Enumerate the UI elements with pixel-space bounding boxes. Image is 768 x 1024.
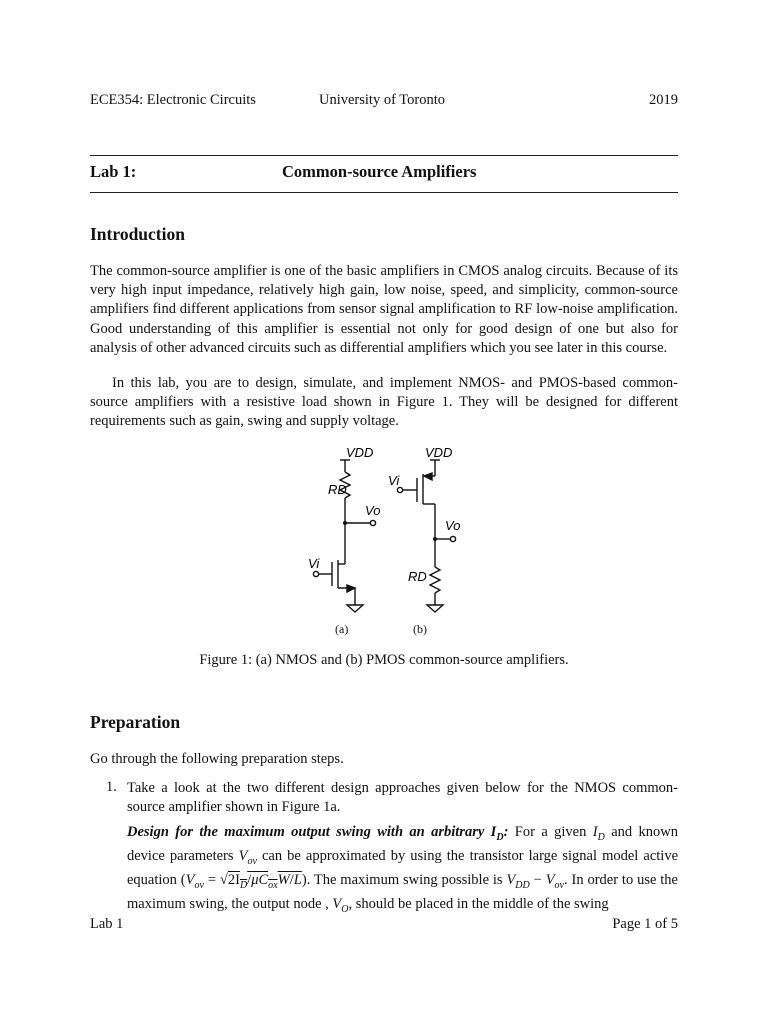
lab-title: Common-source Amplifiers [282, 162, 477, 181]
lab-number: Lab 1: [90, 162, 137, 181]
vdd-label-b: VDD [425, 445, 453, 460]
year: 2019 [649, 92, 678, 108]
vi-label-b: Vi [388, 473, 400, 488]
subfigure-label-a: (a) [335, 622, 349, 636]
design-heading: Design for the maximum output swing with an arbitrary [127, 824, 485, 840]
section-preparation: Preparation [90, 712, 181, 732]
page-number: Page 1 of 5 [612, 916, 678, 932]
intro-paragraph-2: In this lab, you are to design, simulate, and implement NMOS- and PMOS-based common-source amplifiers with a resistive load shown in Figure 1. They will be designed for different requirements such as gain, swing and supply voltage. [90, 375, 678, 430]
list-item-1: Take a look at the two different design approaches given below for the NMOS common-source amplifier shown in Figure 1a. [127, 780, 678, 816]
rd-label-a: RD [328, 482, 347, 497]
vo-label-b: Vo [445, 518, 461, 533]
footer-left: Lab 1 [90, 916, 124, 932]
rd-label-b: RD [408, 569, 427, 584]
vo-label-a: Vo [365, 503, 381, 518]
intro-paragraph-1: The common-source amplifier is one of the basic amplifiers in CMOS analog circuits. Because of its very high input impedance, relatively high gain, low noise, speed, and simplicity, common-source amplifiers find different applications from sensor signal amplification to RF low-noise amplification. Good understanding of this amplifier is essential not only for good design of one but also for analysis of other advanced circuits such as differential amplifiers which you see later in this course. [90, 263, 678, 356]
title-rule-top [90, 155, 678, 156]
title-rule-bottom [90, 192, 678, 193]
figure-caption: Figure 1: (a) NMOS and (b) PMOS common-source amplifiers. [199, 652, 569, 668]
section-introduction: Introduction [90, 224, 185, 244]
circuit-figure [290, 440, 480, 620]
design-paragraph: Design for the maximum output swing with an arbitrary $I_D$: For a given $I_D$ and known device parameters $V_{ov}$ can be approximated by using the transistor large signal model active equation $(V_{ov} = √2I_D/\mu C_{ox}W/L)$. The maximum swing possible is $V_{DD} - V_{ov}$. In order to use the maximum swing, the output node , $V_O$, should be placed in the middle of the swing [127, 824, 679, 916]
subfigure-label-b: (b) [413, 622, 427, 636]
university-name: University of Toronto [319, 92, 445, 108]
vdd-label-a: VDD [346, 445, 374, 460]
course-name: ECE354: Electronic Circuits [90, 92, 256, 108]
vi-label-a: Vi [308, 556, 320, 571]
preparation-intro: Go through the following preparation steps. [90, 751, 344, 767]
list-number-1: 1. [106, 779, 117, 795]
